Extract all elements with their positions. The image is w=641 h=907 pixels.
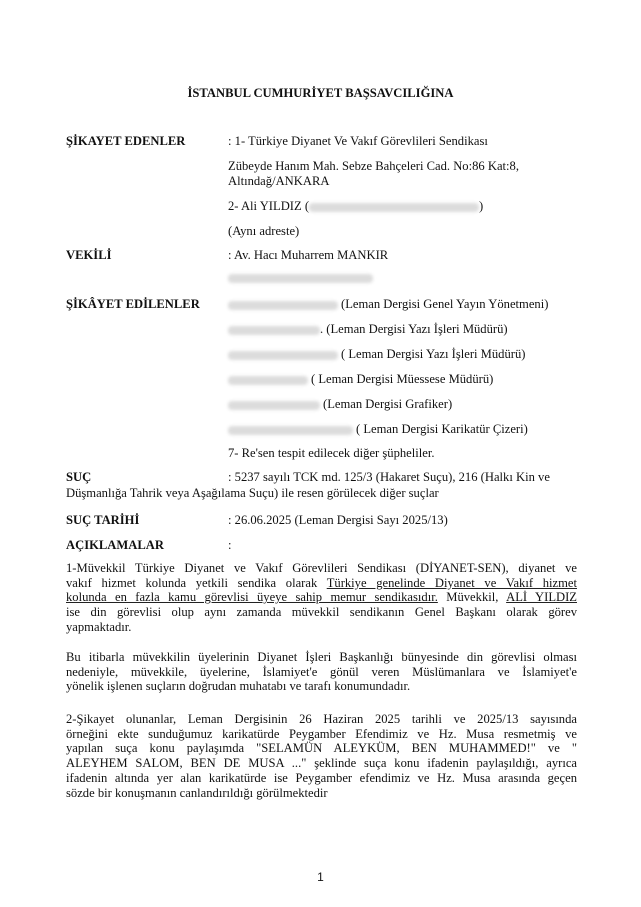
complainant-2-address: (Aynı adreste): [228, 224, 300, 238]
attorney-value: : Av. Hacı Muharrem MANKIR: [228, 248, 389, 262]
paragraph-line: 2-Şikayet olunanlar, Leman Dergisinin 26 Haziran 2025 tarihli ve 2025/13 sayısında: [66, 712, 577, 726]
paragraph-line: vakıf hizmet kolunda yetkili sendika olarak Türkiye genelinde Diyanet ve Vakıf hizmet: [66, 575, 578, 590]
paragraph-1: [66, 561, 577, 635]
accused-3: ( Leman Dergisi Yazı İşleri Müdürü): [228, 347, 525, 361]
paragraph-2: [66, 650, 577, 694]
accused-7: 7- Re'sen tespit edilecek diğer şüpheliler.: [228, 446, 435, 460]
redacted-name: [228, 326, 320, 335]
paragraph-line: sözde bir konuşmanın canlandırıldığı görülmektedir: [66, 785, 328, 800]
redacted-name: [228, 376, 308, 385]
paragraph-line: kolunda en fazla kamu görevlisi üyeye sahip memur sendikasıdır. Müvekkil, ALİ YILDIZ: [66, 590, 577, 605]
paragraph-line: yapılan suça konu paylaşımda "SELAMÜN ALEYKÜM, BEN MUHAMMED!" ve ": [66, 741, 577, 756]
accused-6: ( Leman Dergisi Karikatür Çizeri): [228, 422, 528, 436]
paragraph-line: nedeniyle, müvekkile, üyelerine, İslamiyet'e gönül veren Müslümanlara ve İslamiyet'e: [66, 664, 577, 679]
paragraph-line: yönelik işlenen suçların doğrudan muhatabı ve tarafı konumundadır.: [66, 679, 411, 694]
paragraph-line: ise din görevlisi olup aynı zamanda müvekkil sendikanın Genel Başkanı olarak görev: [66, 605, 577, 620]
paragraph-line: Bu itibarla müvekkilin üyelerinin Diyanet İşleri Başkanlığı bünyesinde din görevlisi olması: [66, 650, 577, 664]
redacted-name: [228, 401, 320, 410]
accused-5: (Leman Dergisi Grafiker): [228, 397, 452, 411]
crime-date-label: SUÇ TARİHİ: [66, 513, 140, 527]
redacted-name: [228, 351, 338, 360]
explanations-colon: :: [228, 538, 232, 552]
attorney-label: VEKİLİ: [66, 248, 112, 262]
crime-label: SUÇ: [66, 470, 92, 484]
accused-4: ( Leman Dergisi Müessese Müdürü): [228, 372, 493, 386]
complainants-label: ŞİKAYET EDENLER: [66, 134, 186, 148]
paragraph-line: 1-Müvekkil Türkiye Diyanet ve Vakıf Görevlileri Sendikası (DİYANET-SEN), diyanet ve: [66, 561, 577, 575]
complainant-2: [228, 199, 483, 213]
crime-date-value: : 26.06.2025 (Leman Dergisi Sayı 2025/13): [228, 513, 448, 527]
paragraph-line: ALEYHEM SALOM, BEN DE MUSA ..." şeklinde suça konu ifadenin paylaşıldığı, ayrıca: [66, 756, 577, 771]
accused-label: ŞİKÂYET EDİLENLER: [66, 297, 200, 311]
redacted-name: [228, 301, 338, 310]
complainant-1: : 1- Türkiye Diyanet Ve Vakıf Görevlileri Sendikası: [228, 134, 488, 148]
accused-2: . (Leman Dergisi Yazı İşleri Müdürü): [228, 322, 508, 336]
crime-value-line2: Düşmanlığa Tahrik veya Aşağılama Suçu) ile resen görülecek diğer suçlar: [66, 486, 439, 500]
complainant-address-line2: Altındağ/ANKARA: [228, 174, 330, 188]
complainant-2-name: 2- Ali YILDIZ (: [228, 199, 310, 213]
paragraph-line: yapmaktadır.: [66, 619, 132, 634]
redacted-address: [228, 274, 373, 283]
complainant-2-close: ): [479, 199, 484, 213]
attorney-redacted: [228, 270, 373, 284]
crime-value-line1: : 5237 sayılı TCK md. 125/3 (Hakaret Suçu), 216 (Halkı Kin ve: [228, 470, 550, 484]
explanations-label: AÇIKLAMALAR: [66, 538, 164, 552]
complainant-address-line1: Zübeyde Hanım Mah. Sebze Bahçeleri Cad. No:86 Kat:8,: [228, 159, 519, 173]
redacted-name: [228, 426, 353, 435]
document-title: İSTANBUL CUMHURİYET BAŞSAVCILIĞINA: [187, 86, 454, 100]
paragraph-line: örneğini ekte sunduğumuz karikatürde Peygamber Efendimiz ve Hz. Musa resmetmiş ve: [66, 726, 577, 741]
page-number: 1: [317, 870, 324, 884]
accused-1: (Leman Dergisi Genel Yayın Yönetmeni): [228, 297, 548, 311]
paragraph-3: [66, 712, 577, 800]
paragraph-line: ifadenin altında yer alan karikatürde ise Peygamber efendimiz ve Hz. Musa arasında geçen: [66, 770, 577, 785]
redacted-id: [309, 203, 479, 212]
